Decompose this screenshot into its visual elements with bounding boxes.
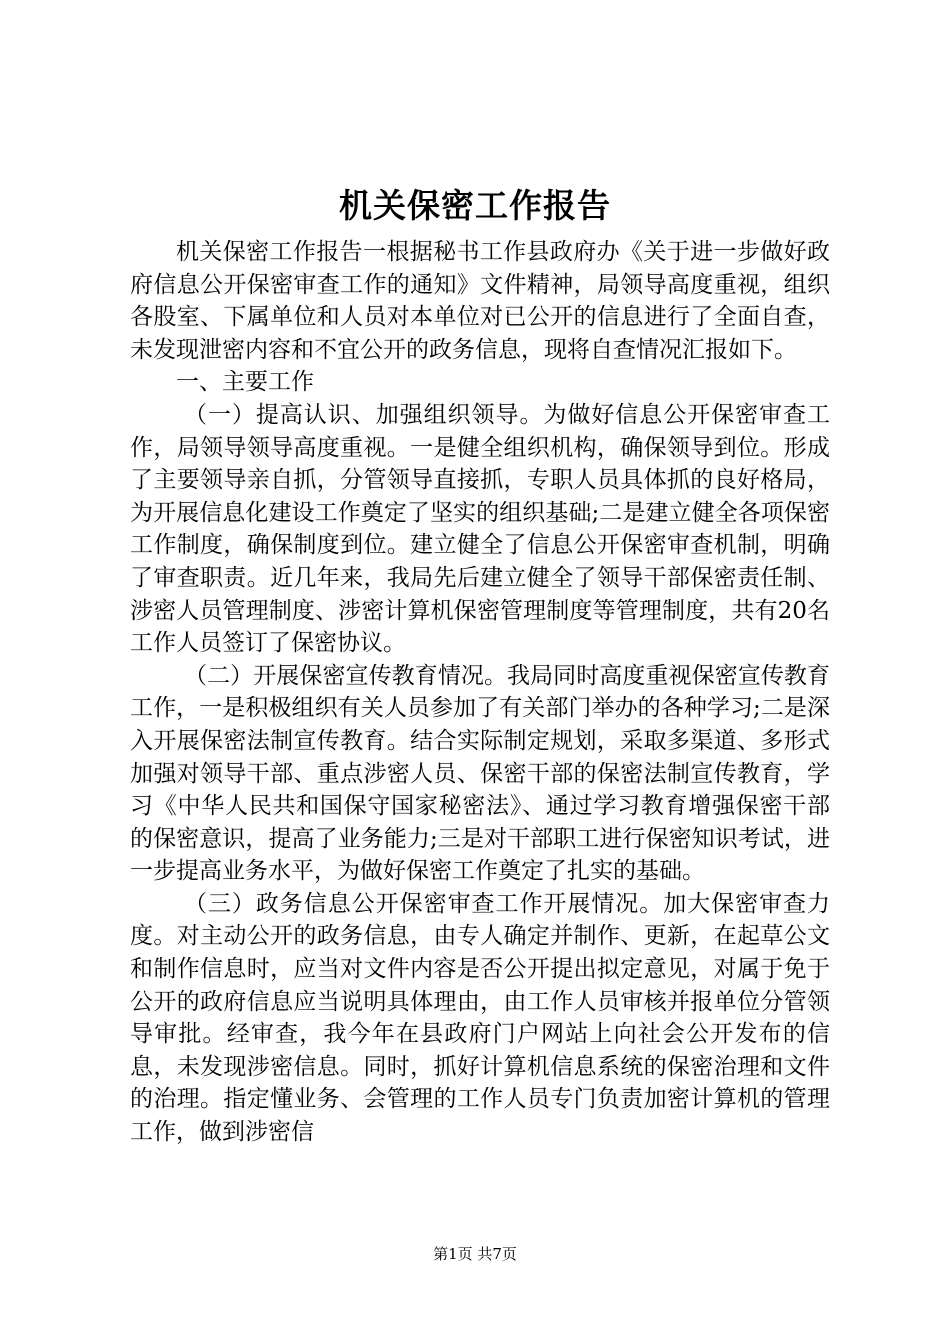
- document-body: [130, 236, 830, 1149]
- page-number-footer: 第1页 共7页: [433, 1245, 517, 1263]
- paragraph-part-3: （三）政务信息公开保密审查工作开展情况。加大保密审查力度。对主动公开的政务信息，由专人确定并制作、更新，在起草公文和制作信息时，应当对文件内容是否公开提出拟定意见，对属于免于公开的政府信息应当说明具体理由，由工作人员审核并报单位分管领导审批。经审查，我今年在县政府门户网站上向社会公开发布的信息，未发现涉密信息。同时，抓好计算机信息系统的保密治理和文件的治理。指定懂业务、会管理的工作人员专门负责加密计算机的管理工作，做到涉密信: [130, 890, 830, 1146]
- paragraph-intro: 机关保密工作报告一根据秘书工作县政府办《关于进一步做好政府信息公开保密审查工作的通知》文件精神，局领导高度重视，组织各股室、下属单位和人员对本单位对已公开的信息进行了全面自查，未发现泄密内容和不宜公开的政务信息，现将自查情况汇报如下。: [130, 239, 830, 363]
- paragraph-part-2: （二）开展保密宣传教育情况。我局同时高度重视保密宣传教育工作，一是积极组织有关人员参加了有关部门举办的各种学习;二是深入开展保密法制宣传教育。结合实际制定规划，采取多渠道、多形式加强对领导干部、重点涉密人员、保密干部的保密法制宣传教育，学习《中华人民共和国保守国家秘密法》、通过学习教育增强保密干部的保密意识，提高了业务能力;三是对干部职工进行保密知识考试，进一步提高业务水平，为做好保密工作奠定了扎实的基础。: [130, 662, 830, 885]
- paragraph-part-1: （一）提高认识、加强组织领导。为做好信息公开保密审查工作，局领导领导高度重视。一是健全组织机构，确保领导到位。形成了主要领导亲自抓，分管领导直接抓，专职人员具体抓的良好格局，为开展信息化建设工作奠定了坚实的组织基础;二是建立健全各项保密工作制度，确保制度到位。建立健全了信息公开保密审查机制，明确了审查职责。近几年来，我局先后建立健全了领导干部保密责任制、涉密人员管理制度、涉密计算机保密管理制度等管理制度，共有20名工作人员签订了保密协议。: [130, 401, 830, 657]
- document-title: 机关保密工作报告: [339, 186, 611, 225]
- section-heading-main-work: 一、主要工作: [176, 369, 314, 396]
